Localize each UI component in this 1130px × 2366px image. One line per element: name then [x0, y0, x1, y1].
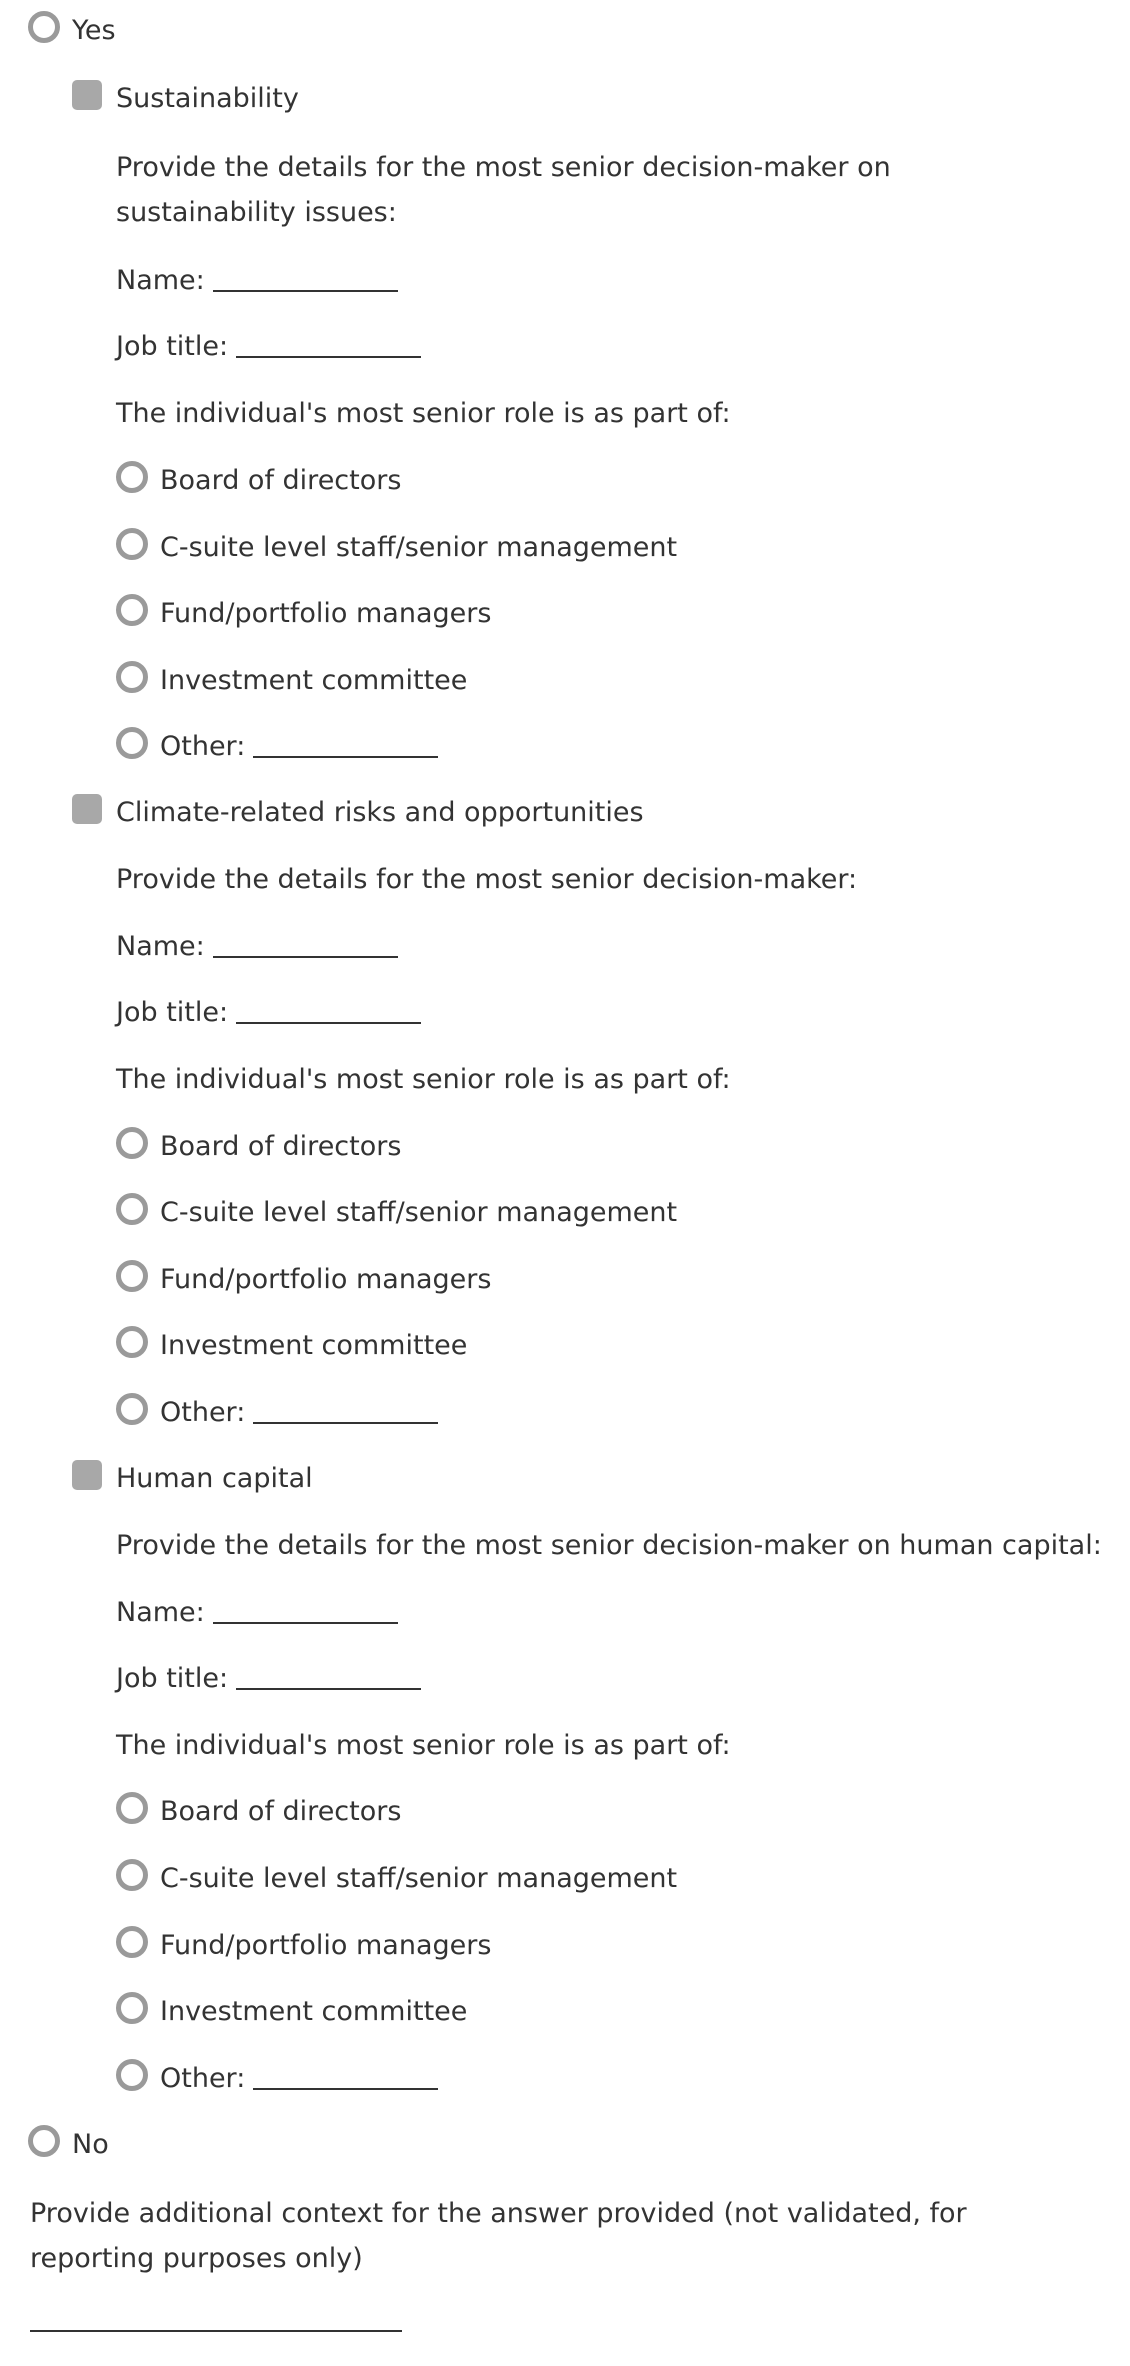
job-title-input[interactable]	[236, 992, 421, 1024]
job-title-field[interactable]	[116, 1654, 421, 1702]
climate-checkbox[interactable]	[72, 794, 102, 824]
role-option[interactable]	[116, 1122, 401, 1170]
role-radio[interactable]	[116, 727, 148, 759]
role-radio[interactable]	[116, 661, 148, 693]
section-prompt: Provide the details for the most senior decision-maker on sustainability issues:	[116, 152, 891, 228]
section-title: Climate-related risks and opportunities	[116, 796, 644, 828]
section-sustainability[interactable]	[72, 74, 299, 122]
yes-label: Yes	[72, 14, 116, 46]
section-prompt: Provide the details for the most senior decision-maker on human capital:	[116, 1529, 1102, 1561]
role-option[interactable]	[116, 1188, 677, 1236]
name-field[interactable]	[116, 1588, 398, 1636]
role-option[interactable]	[116, 1854, 677, 1902]
sustainability-checkbox[interactable]	[72, 80, 102, 110]
no-label: No	[72, 2128, 109, 2160]
name-label: Name:	[116, 264, 205, 296]
role-option-label: C-suite level staff/senior management	[160, 531, 678, 563]
role-option-label: Other:	[160, 730, 246, 762]
role-option[interactable]	[116, 656, 467, 704]
job-title-field[interactable]	[116, 322, 421, 370]
context-prompt: Provide additional context for the answer provided (not validated, for reporting purposes only)	[30, 2198, 967, 2274]
section-human-capital[interactable]	[72, 1454, 313, 1502]
role-option-other[interactable]	[116, 2054, 438, 2102]
name-field[interactable]	[116, 922, 398, 970]
role-prompt: The individual's most senior role is as part of:	[116, 397, 731, 429]
context-input[interactable]	[30, 2330, 402, 2332]
role-option[interactable]	[116, 1255, 491, 1303]
role-option-label: Fund/portfolio managers	[160, 597, 492, 629]
name-label: Name:	[116, 930, 205, 962]
role-option[interactable]	[116, 523, 677, 571]
role-option-label: Investment committee	[160, 664, 468, 696]
name-input[interactable]	[213, 926, 398, 958]
role-option-label: Investment committee	[160, 1329, 468, 1361]
role-radio[interactable]	[116, 1393, 148, 1425]
role-option-label: C-suite level staff/senior management	[160, 1862, 678, 1894]
name-field[interactable]	[116, 256, 398, 304]
role-option-other[interactable]	[116, 722, 438, 770]
role-option-label: Fund/portfolio managers	[160, 1929, 492, 1961]
role-option-label: Board of directors	[160, 1795, 402, 1827]
role-radio[interactable]	[116, 1926, 148, 1958]
yes-radio[interactable]	[28, 11, 60, 43]
job-title-input[interactable]	[236, 1658, 421, 1690]
role-option[interactable]	[116, 1787, 401, 1835]
role-option-label: C-suite level staff/senior management	[160, 1196, 678, 1228]
role-option-other[interactable]	[116, 1388, 438, 1436]
role-option[interactable]	[116, 456, 401, 504]
job-title-label: Job title:	[116, 1662, 229, 1694]
other-input[interactable]	[253, 1392, 438, 1424]
role-option-label: Investment committee	[160, 1995, 468, 2027]
role-option-label: Other:	[160, 2062, 246, 2094]
role-option[interactable]	[116, 589, 491, 637]
section-title: Human capital	[116, 1462, 313, 1494]
role-radio[interactable]	[116, 1992, 148, 2024]
role-radio[interactable]	[116, 1193, 148, 1225]
section-climate[interactable]	[72, 788, 644, 836]
job-title-field[interactable]	[116, 988, 421, 1036]
other-input[interactable]	[253, 2058, 438, 2090]
other-input[interactable]	[253, 726, 438, 758]
human-capital-checkbox[interactable]	[72, 1460, 102, 1490]
role-option-label: Board of directors	[160, 1130, 402, 1162]
role-radio[interactable]	[116, 1792, 148, 1824]
role-radio[interactable]	[116, 1326, 148, 1358]
role-option-label: Other:	[160, 1396, 246, 1428]
yes-option[interactable]	[28, 6, 116, 54]
role-option[interactable]	[116, 1987, 467, 2035]
role-option[interactable]	[116, 1321, 467, 1369]
role-option-label: Board of directors	[160, 464, 402, 496]
name-input[interactable]	[213, 260, 398, 292]
role-radio[interactable]	[116, 594, 148, 626]
job-title-input[interactable]	[236, 326, 421, 358]
role-radio[interactable]	[116, 461, 148, 493]
job-title-label: Job title:	[116, 996, 229, 1028]
no-option[interactable]	[28, 2120, 109, 2168]
role-prompt: The individual's most senior role is as part of:	[116, 1063, 731, 1095]
no-radio[interactable]	[28, 2125, 60, 2157]
name-label: Name:	[116, 1596, 205, 1628]
name-input[interactable]	[213, 1592, 398, 1624]
job-title-label: Job title:	[116, 330, 229, 362]
role-radio[interactable]	[116, 2059, 148, 2091]
role-option[interactable]	[116, 1921, 491, 1969]
role-radio[interactable]	[116, 528, 148, 560]
role-option-label: Fund/portfolio managers	[160, 1263, 492, 1295]
section-prompt: Provide the details for the most senior decision-maker:	[116, 863, 858, 895]
section-title: Sustainability	[116, 82, 299, 114]
role-radio[interactable]	[116, 1127, 148, 1159]
role-prompt: The individual's most senior role is as part of:	[116, 1729, 731, 1761]
role-radio[interactable]	[116, 1260, 148, 1292]
role-radio[interactable]	[116, 1859, 148, 1891]
